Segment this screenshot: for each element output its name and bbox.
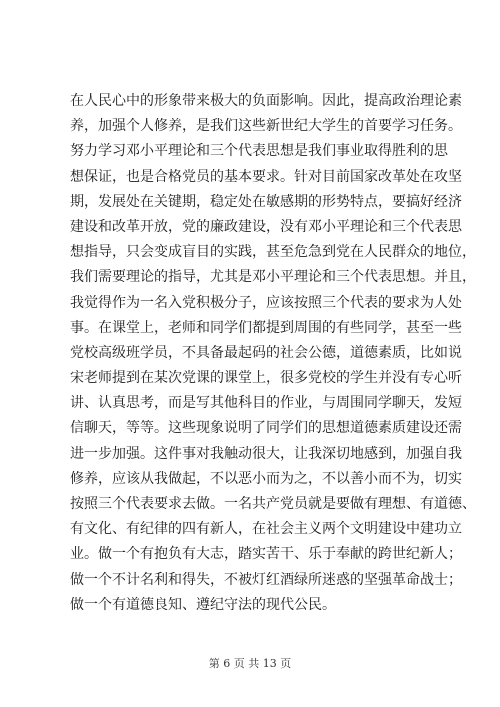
text-line: 进一步加强。这件事对我触动很大，让我深切地感到，加强自我 (70, 445, 462, 462)
text-line: 我觉得作为一名入党积极分子，应该按照三个代表的要求为人处 (70, 294, 462, 311)
text-line: 信聊天，等等。这些现象说明了同学们的思想道德素质建设还需 (70, 420, 462, 437)
text-line: 做一个有道德良知、遵纪守法的现代公民。 (70, 596, 336, 613)
text-line: 做一个不计名利和得失，不被灯红酒绿所迷惑的坚强革命战士； (70, 571, 462, 588)
text-line: 建设和改革开放，党的廉政建设，没有邓小平理论和三个代表思 (70, 218, 462, 235)
text-line: 修养，应该从我做起，不以恶小而为之，不以善小而不为，切实 (70, 470, 462, 487)
text-line: 宋老师提到在某次党课的课堂上，很多党校的学生并没有专心听 (70, 370, 462, 387)
text-line: 业。做一个有抱负有大志，踏实苦干、乐于奉献的跨世纪新人； (70, 546, 462, 563)
text-line: 想保证，也是合格党员的基本要求。针对目前国家改革处在攻坚 (70, 168, 462, 185)
page-footer: 第 6 页 共 13 页 (208, 657, 292, 670)
text-line: 想指导，只会变成盲目的实践，甚至危急到党在人民群众的地位， (70, 244, 476, 261)
text-line: 事。在课堂上，老师和同学们都提到周围的有些同学，甚至一些 (70, 319, 462, 336)
text-line: 讲、认真思考，而是写其他科目的作业，与周围同学聊天，发短 (70, 395, 462, 412)
text-line: 养，加强个人修养，是我们这些新世纪大学生的首要学习任务。 (70, 118, 462, 135)
text-line: 党校高级班学员，不具备最起码的社会公德，道德素质，比如说 (70, 344, 462, 361)
body-text (70, 89, 476, 618)
text-line: 努力学习邓小平理论和三个代表思想是我们事业取得胜利的思 (70, 143, 448, 160)
text-line: 按照三个代表要求去做。一名共产党员就是要做有理想、有道德、 (70, 496, 476, 512)
text-line: 有文化、有纪律的四有新人，在社会主义两个文明建设中建功立 (70, 521, 462, 538)
text-line: 在人民心中的形象带来极大的负面影响。因此，提高政治理论素 (70, 93, 462, 109)
text-line: 期，发展处在关键期，稳定处在敏感期的形势特点，要搞好经济 (70, 193, 462, 210)
text-line: 我们需要理论的指导，尤其是邓小平理论和三个代表思想。并且， (70, 269, 476, 286)
